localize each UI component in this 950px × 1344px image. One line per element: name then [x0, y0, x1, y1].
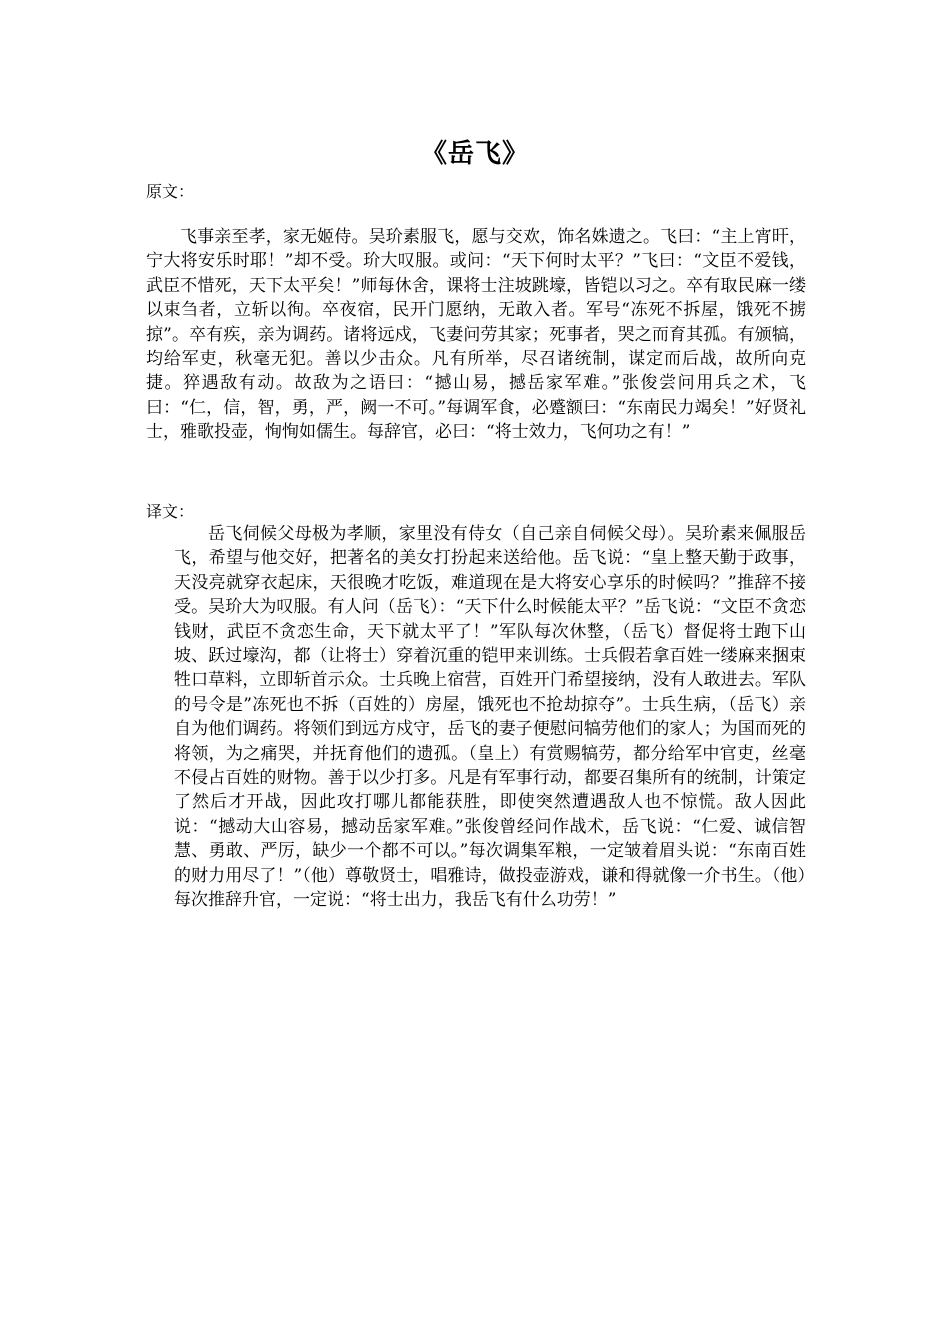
translation-paragraph: 岳飞伺候父母极为孝顺，家里没有侍女（自己亲自伺候父母）。吴玠素来佩服岳飞，希望与他交好，把著名的美女打扮起来送给他。岳飞说：“皇上整天勤于政事，天没亮就穿衣起床，天很晚才吃饭，难道现在是大将安心享乐的时候吗？”推辞不接受。吴玠大为叹服。有人问（岳飞）：“天下什么时候能太平？”岳飞说：“文臣不贪恋钱财，武臣不贪恋生命，天下就太平了！”军队每次休整，（岳飞）督促将士跑下山坡、跃过壕沟，都（让将士）穿着沉重的铠甲来训练。士兵假若拿百姓一缕麻来捆束牲口草料，立即斩首示众。士兵晚上宿营，百姓开门希望接纳，没有人敢进去。军队的号令是”冻死也不拆（百姓的）房屋，饿死也不抢劫掠夺”。士兵生病，（岳飞）亲自为他们调药。将领们到远方戍守，岳飞的妻子便慰问犒劳他们的家人；为国而死的将领，为之痛哭，并抚育他们的遗孤。（皇上）有赏赐犒劳，都分给军中官吏，丝毫不侵占百姓的财物。善于以少打多。凡是有军事行动，都要召集所有的统制，计策定了然后才开战，因此攻打哪儿都能获胜，即使突然遭遇敌人也不惊慌。敌人因此说：“撼动大山容易，撼动岳家军难。”张俊曾经问作战术，岳飞说：“仁爱、诚信智慧、勇敢、严厉，缺少一个都不可以。”每次调集军粮，一定皱着眉头说：“东南百姓的财力用尽了！”（他）尊敬贤士，唱雅诗，做投壶游戏，谦和得就像一介书生。（他）每次推辞升官，一定说：“将士出力，我岳飞有什么功劳！”	[174, 524, 806, 911]
original-text-label: 原文：	[146, 182, 195, 201]
original-text-paragraph: 飞事亲至孝，家无姬侍。吴玠素服飞，愿与交欢，饰名姝遗之。飞曰：“主上宵旰，宁大将安乐时耶！”却不受。玠大叹服。或问：“天下何时太平？”飞曰：“文臣不爱钱，武臣不惜死，天下太平矣！”师每休舍，课将士注坡跳壕，皆铠以习之。卒有取民麻一缕以束刍者，立斩以徇。卒夜宿，民开门愿纳，无敢入者。军号“冻死不拆屋，饿死不掳掠”。卒有疾，亲为调药。诸将远戍，飞妻问劳其家；死事者，哭之而育其孤。有颁犒，均给军吏，秋毫无犯。善以少击众。凡有所举，尽召诸统制，谋定而后战，故所向克捷。猝遇敌有动。故敌为之语曰：“撼山易，撼岳家军难。”张俊尝问用兵之术，飞曰：“仁，信，智，勇，严，阙一不可。”每调军食，必蹙额曰：“东南民力竭矣！”好贤礼士，雅歌投壶，恂恂如儒生。每辞官，必曰：“将士效力，飞何功之有！”	[146, 227, 806, 443]
translation-label: 译文：	[146, 502, 195, 521]
document-title: 《岳飞》	[420, 139, 529, 169]
